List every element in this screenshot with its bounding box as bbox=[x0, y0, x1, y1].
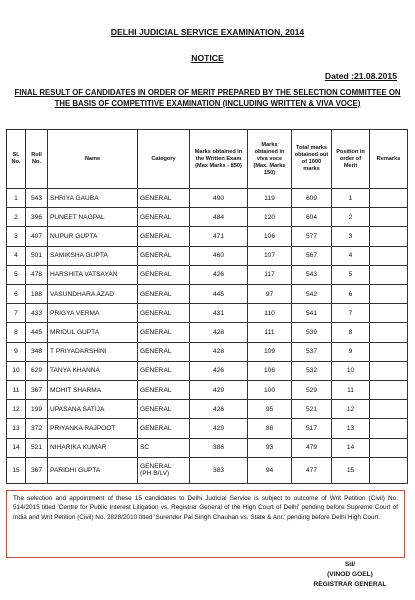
cell-sl: 3 bbox=[7, 227, 26, 246]
notice-label: NOTICE bbox=[191, 53, 224, 63]
cell-remarks bbox=[370, 323, 408, 342]
cell-roll: 396 bbox=[26, 208, 48, 227]
cell-name: VASUNDHARA AZAD bbox=[48, 285, 138, 304]
cell-roll: 407 bbox=[26, 227, 48, 246]
cell-total: 479 bbox=[292, 438, 332, 457]
cell-sl: 15 bbox=[7, 457, 26, 483]
cell-roll: 501 bbox=[26, 246, 48, 265]
cell-viva: 120 bbox=[248, 208, 292, 227]
table-row bbox=[7, 457, 408, 483]
table-row bbox=[7, 265, 408, 284]
cell-roll: 433 bbox=[26, 304, 48, 323]
cell-roll: 521 bbox=[26, 438, 48, 457]
cell-roll: 478 bbox=[26, 265, 48, 284]
cell-category-line2: (PH B/LV) bbox=[140, 470, 170, 478]
cell-sl: 5 bbox=[7, 265, 26, 284]
cell-name: T PRIYADARSHINI bbox=[48, 342, 138, 361]
cell-remarks bbox=[370, 189, 408, 208]
cell-viva: 111 bbox=[248, 323, 292, 342]
col-header-roll: Roll No. bbox=[26, 130, 48, 189]
cell-roll: 372 bbox=[26, 419, 48, 438]
cell-remarks bbox=[370, 361, 408, 380]
table-body bbox=[7, 189, 408, 484]
cell-category-line1: GENERAL bbox=[140, 462, 172, 470]
cell-name: PRIYANKA RAJPOOT bbox=[48, 419, 138, 438]
cell-roll: 629 bbox=[26, 361, 48, 380]
cell-position: 8 bbox=[332, 323, 370, 342]
col-header-name: Name bbox=[48, 130, 138, 189]
cell-category: GENERAL bbox=[138, 342, 190, 361]
table-row bbox=[7, 189, 408, 208]
table-row bbox=[7, 438, 408, 457]
cell-remarks bbox=[370, 246, 408, 265]
cell-written: 428 bbox=[190, 323, 248, 342]
cell-category: GENERAL bbox=[138, 381, 190, 400]
col-header-category: Category bbox=[138, 130, 190, 189]
footnote-box: The selection and appointment of these 15 candidates to Delhi Judicial Service is subject to outcome of Writ Petition (Civil) No. 514/2015 titled 'Centre for Public Interest Litigation vs. Registrar General of the High Court of Delhi' pending before Supreme Court of India and Writ Petition (Civil) No. 2828/2010 titled 'Surender Pal Singh Chauhan vs. State & Anr.' pending before Delhi High Court. bbox=[6, 490, 405, 558]
cell-category bbox=[138, 457, 190, 483]
cell-name: SAMIKSHA GUPTA bbox=[48, 246, 138, 265]
cell-remarks bbox=[370, 285, 408, 304]
table-row bbox=[7, 285, 408, 304]
cell-written: 426 bbox=[190, 265, 248, 284]
cell-sl: 12 bbox=[7, 400, 26, 419]
cell-total: 541 bbox=[292, 304, 332, 323]
cell-sl: 11 bbox=[7, 381, 26, 400]
cell-viva: 109 bbox=[248, 342, 292, 361]
cell-roll: 188 bbox=[26, 285, 48, 304]
cell-viva: 110 bbox=[248, 304, 292, 323]
cell-category: SC bbox=[138, 438, 190, 457]
cell-remarks bbox=[370, 438, 408, 457]
table-header-row bbox=[7, 130, 408, 189]
cell-name: NUPUR GUPTA bbox=[48, 227, 138, 246]
cell-written: 383 bbox=[190, 457, 248, 483]
cell-name: PARIDHI GUPTA bbox=[48, 457, 138, 483]
cell-roll: 199 bbox=[26, 400, 48, 419]
table-row bbox=[7, 227, 408, 246]
cell-category: GENERAL bbox=[138, 285, 190, 304]
cell-total: 542 bbox=[292, 285, 332, 304]
cell-category: GENERAL bbox=[138, 246, 190, 265]
table-row bbox=[7, 400, 408, 419]
cell-total: 604 bbox=[292, 208, 332, 227]
cell-written: 429 bbox=[190, 381, 248, 400]
cell-total: 537 bbox=[292, 342, 332, 361]
col-header-sl: Sl. No. bbox=[7, 130, 26, 189]
cell-position: 5 bbox=[332, 265, 370, 284]
cell-sl: 2 bbox=[7, 208, 26, 227]
cell-viva: 93 bbox=[248, 438, 292, 457]
cell-position: 3 bbox=[332, 227, 370, 246]
cell-written: 426 bbox=[190, 400, 248, 419]
cell-roll: 348 bbox=[26, 342, 48, 361]
table-row bbox=[7, 342, 408, 361]
cell-written: 460 bbox=[190, 246, 248, 265]
cell-written: 431 bbox=[190, 304, 248, 323]
col-header-total: Total marks obtained out of 1000 marks bbox=[292, 130, 332, 189]
cell-written: 490 bbox=[190, 189, 248, 208]
cell-written: 428 bbox=[190, 342, 248, 361]
table-row bbox=[7, 246, 408, 265]
cell-written: 429 bbox=[190, 419, 248, 438]
cell-category: GENERAL bbox=[138, 265, 190, 284]
signatory-name: (VINOD GOEL) bbox=[327, 571, 373, 578]
cell-total: 567 bbox=[292, 246, 332, 265]
cell-sl: 10 bbox=[7, 361, 26, 380]
signatory-designation: REGISTRAR GENERAL bbox=[313, 581, 387, 588]
cell-position: 15 bbox=[332, 457, 370, 483]
table-row bbox=[7, 361, 408, 380]
cell-position: 10 bbox=[332, 361, 370, 380]
cell-total: 529 bbox=[292, 381, 332, 400]
cell-position: 4 bbox=[332, 246, 370, 265]
table-row bbox=[7, 323, 408, 342]
cell-written: 471 bbox=[190, 227, 248, 246]
cell-sl: 1 bbox=[7, 189, 26, 208]
cell-position: 9 bbox=[332, 342, 370, 361]
cell-remarks bbox=[370, 419, 408, 438]
cell-position: 1 bbox=[332, 189, 370, 208]
cell-total: 539 bbox=[292, 323, 332, 342]
cell-name: PRIGYA VERMA bbox=[48, 304, 138, 323]
cell-total: 477 bbox=[292, 457, 332, 483]
col-header-position: Position in order of Merit bbox=[332, 130, 370, 189]
cell-viva: 119 bbox=[248, 189, 292, 208]
cell-name: MOHIT SHARMA bbox=[48, 381, 138, 400]
cell-name: SHRIYA GAUBA bbox=[48, 189, 138, 208]
cell-written: 484 bbox=[190, 208, 248, 227]
cell-sl: 6 bbox=[7, 285, 26, 304]
table-row bbox=[7, 419, 408, 438]
cell-viva: 95 bbox=[248, 400, 292, 419]
cell-category: GENERAL bbox=[138, 208, 190, 227]
cell-remarks bbox=[370, 227, 408, 246]
merit-table bbox=[6, 129, 408, 484]
cell-name: NIHARIKA KUMAR bbox=[48, 438, 138, 457]
cell-written: 426 bbox=[190, 361, 248, 380]
cell-written: 445 bbox=[190, 285, 248, 304]
cell-position: 11 bbox=[332, 381, 370, 400]
cell-sl: 9 bbox=[7, 342, 26, 361]
cell-category: GENERAL bbox=[138, 304, 190, 323]
col-header-remarks: Remarks bbox=[370, 130, 408, 189]
table-row bbox=[7, 304, 408, 323]
cell-remarks bbox=[370, 457, 408, 483]
cell-viva: 97 bbox=[248, 285, 292, 304]
notice-date: Dated :21.08.2015 bbox=[324, 71, 397, 81]
cell-viva: 117 bbox=[248, 265, 292, 284]
cell-roll: 543 bbox=[26, 189, 48, 208]
cell-viva: 100 bbox=[248, 381, 292, 400]
cell-category: GENERAL bbox=[138, 361, 190, 380]
cell-roll: 445 bbox=[26, 323, 48, 342]
cell-remarks bbox=[370, 208, 408, 227]
cell-category: GENERAL bbox=[138, 227, 190, 246]
cell-name: PUNEET NAGPAL bbox=[48, 208, 138, 227]
cell-viva: 106 bbox=[248, 361, 292, 380]
cell-remarks bbox=[370, 381, 408, 400]
col-header-viva: Marks obtained in viva voce (Max. Marks 150) bbox=[248, 130, 292, 189]
result-heading: FINAL RESULT OF CANDIDATES IN ORDER OF MERIT PREPARED BY THE SELECTION COMMITTEE ON THE BASIS OF COMPETITIVE EXAMINATION (INCLUDING WRITTEN & VIVA VOCE) bbox=[14, 88, 401, 108]
exam-title: DELHI JUDICIAL SERVICE EXAMINATION, 2014 bbox=[110, 27, 305, 37]
cell-category: GENERAL bbox=[138, 419, 190, 438]
cell-category: GENERAL bbox=[138, 400, 190, 419]
cell-name: TANYA KHANNA bbox=[48, 361, 138, 380]
cell-remarks bbox=[370, 342, 408, 361]
cell-roll: 367 bbox=[26, 381, 48, 400]
cell-total: 517 bbox=[292, 419, 332, 438]
cell-category: GENERAL bbox=[138, 323, 190, 342]
table-row bbox=[7, 381, 408, 400]
cell-remarks bbox=[370, 304, 408, 323]
cell-position: 6 bbox=[332, 285, 370, 304]
cell-total: 609 bbox=[292, 189, 332, 208]
cell-viva: 106 bbox=[248, 227, 292, 246]
cell-total: 521 bbox=[292, 400, 332, 419]
cell-category: GENERAL bbox=[138, 189, 190, 208]
cell-viva: 107 bbox=[248, 246, 292, 265]
cell-position: 7 bbox=[332, 304, 370, 323]
cell-position: 2 bbox=[332, 208, 370, 227]
cell-viva: 94 bbox=[248, 457, 292, 483]
signature-sd: Sd/ bbox=[344, 561, 356, 568]
cell-name: MRIDUL GUPTA bbox=[48, 323, 138, 342]
cell-remarks bbox=[370, 265, 408, 284]
col-header-written: Marks obtained in the Written Exam (Max Marks - 850) bbox=[190, 130, 248, 189]
cell-sl: 13 bbox=[7, 419, 26, 438]
cell-total: 577 bbox=[292, 227, 332, 246]
cell-roll: 367 bbox=[26, 457, 48, 483]
cell-viva: 88 bbox=[248, 419, 292, 438]
cell-total: 543 bbox=[292, 265, 332, 284]
cell-sl: 14 bbox=[7, 438, 26, 457]
cell-position: 13 bbox=[332, 419, 370, 438]
cell-sl: 4 bbox=[7, 246, 26, 265]
cell-remarks bbox=[370, 400, 408, 419]
cell-sl: 7 bbox=[7, 304, 26, 323]
cell-name: HARSHITA VATSAYAN bbox=[48, 265, 138, 284]
cell-position: 12 bbox=[332, 400, 370, 419]
cell-total: 532 bbox=[292, 361, 332, 380]
table-row bbox=[7, 208, 408, 227]
cell-position: 14 bbox=[332, 438, 370, 457]
cell-sl: 8 bbox=[7, 323, 26, 342]
cell-name: UPASANA SATIJA bbox=[48, 400, 138, 419]
cell-written: 386 bbox=[190, 438, 248, 457]
